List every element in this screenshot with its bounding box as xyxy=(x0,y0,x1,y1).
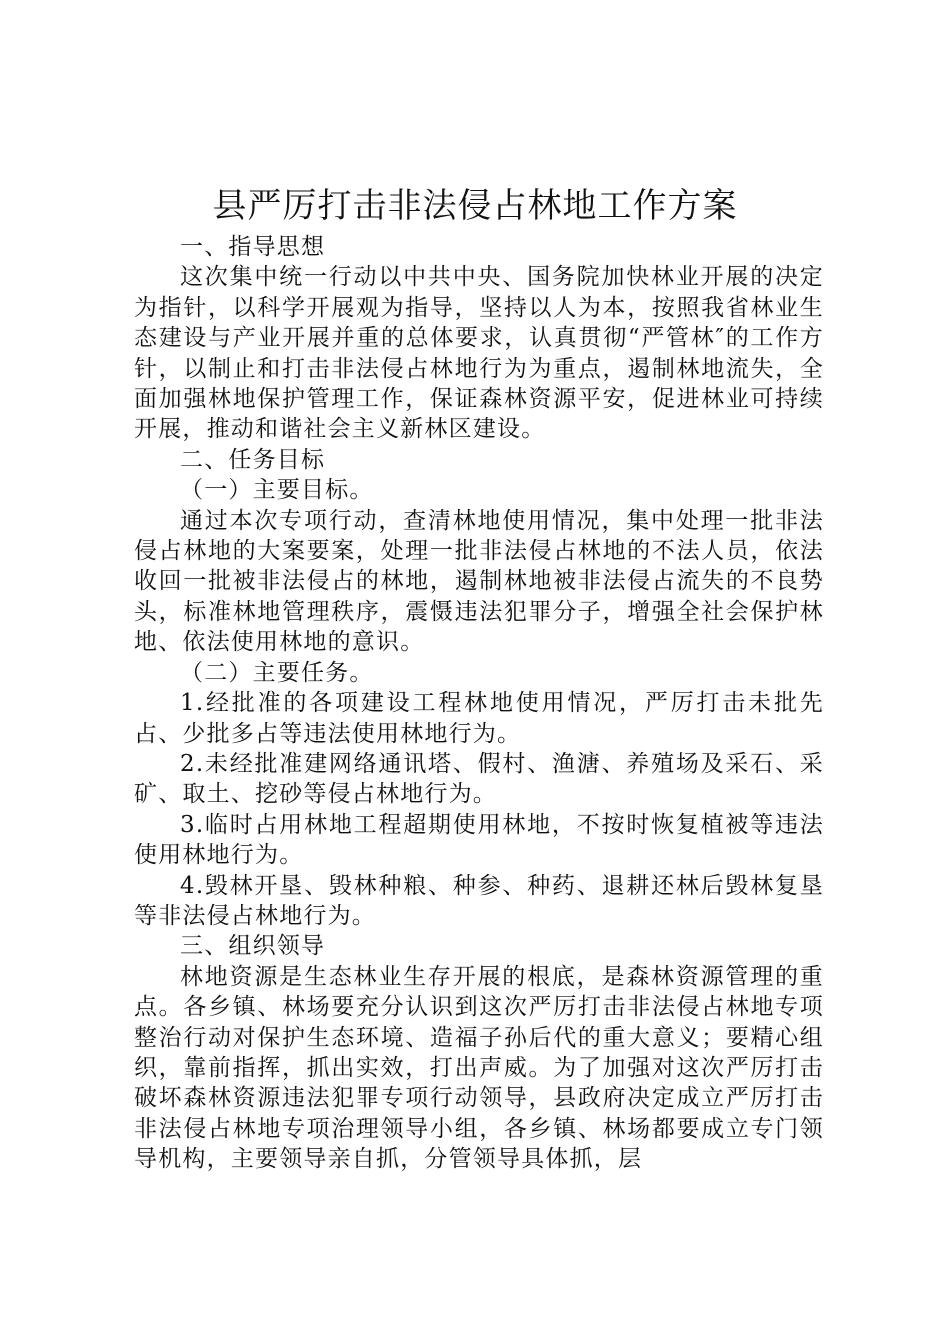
document-title: 县严厉打击非法侵占林地工作方案 xyxy=(212,186,738,226)
subheading-main-tasks: （二）主要任务。 xyxy=(180,659,374,686)
task-item-1: 1.经批准的各项建设工程林地使用情况，严厉打击未批先占、少批多占等违法使用林地行为。 xyxy=(134,690,824,747)
section-heading-task-goals: 二、任务目标 xyxy=(180,446,326,473)
subheading-main-goals: （一）主要目标。 xyxy=(180,477,374,504)
paragraph-main-goals: 通过本次专项行动，查清林地使用情况，集中处理一批非法侵占林地的大案要案，处理一批非法侵占林地的不法人员，依法收回一批被非法侵占的林地，遏制林地被非法侵占流失的不良势头，标准林地管理秩序，震慑违法犯罪分子，增强全社会保护林地、依法使用林地的意识。 xyxy=(134,507,824,656)
task-item-3: 3.临时占用林地工程超期使用林地，不按时恢复植被等违法使用林地行为。 xyxy=(134,811,824,869)
document-body xyxy=(134,232,824,1175)
section-heading-guiding-thought: 一、指导思想 xyxy=(180,234,326,260)
paragraph-organization: 林地资源是生态林业生存开展的根底，是森林资源管理的重点。各乡镇、林场要充分认识到这次严厉打击非法侵占林地专项整治行动对保护生态环境、造福子孙后代的重大意义；要精心组织，靠前指挥，抓出实效，打出声威。为了加强对这次严厉打击破坏森林资源违法犯罪专项行动领导，县政府决定成立严厉打击非法侵占林地专项治理领导小组，各乡镇、林场都要成立专门领导机构，主要领导亲自抓，分管领导具体抓，层 xyxy=(134,963,824,1173)
task-item-4: 4.毁林开垦、毁林种粮、种参、种药、退耕还林后毁林复垦等非法侵占林地行为。 xyxy=(134,872,824,929)
task-item-2: 2.未经批准建网络通讯塔、假村、渔溏、养殖场及采石、采矿、取土、挖砂等侵占林地行为。 xyxy=(134,750,824,808)
paragraph-guiding-thought: 这次集中统一行动以中共中央、国务院加快林业开展的决定为指针，以科学开展观为指导，坚持以人为本，按照我省林业生态建设与产业开展并重的总体要求，认真贯彻“严管林″的工作方针，以制止和打击非法侵占林地行为为重点，遏制林地流失，全面加强林地保护管理工作，保证森林资源平安，促进林业可持续开展，推动和谐社会主义新林区建设。 xyxy=(134,264,824,443)
section-heading-organization: 三、组织领导 xyxy=(180,933,326,960)
